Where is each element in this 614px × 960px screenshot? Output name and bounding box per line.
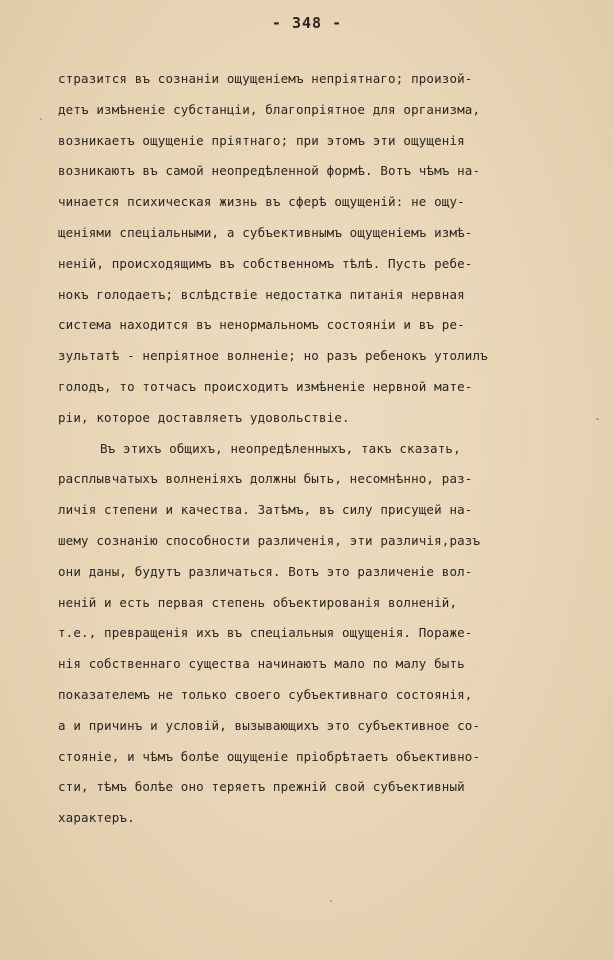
text-line: ріи, которое доставляетъ удовольствіе. xyxy=(58,409,350,425)
text-line: возникаетъ ощущеніе пріятнаго; при этомъ эти ощущенія xyxy=(58,132,465,148)
text-line: характеръ. xyxy=(58,810,135,826)
text-line: детъ измѣненіе субстанціи, благопріятное для организма, xyxy=(58,101,481,117)
text-line: сти, тѣмъ болѣе оно теряетъ прежній свой субъективный xyxy=(58,779,465,795)
text-line: зультатѣ - непріятное волненіе; но разъ ребенокъ утолилъ xyxy=(58,348,488,364)
body-text xyxy=(58,64,588,834)
paper-speck xyxy=(40,118,42,120)
text-line: нокъ голодаетъ; вслѣдствіе недостатка питанія нервная xyxy=(58,286,465,302)
text-line: Въ этихъ общихъ, неопредѣленныхъ, такъ сказать, xyxy=(100,440,461,456)
text-line: возникаютъ въ самой неопредѣленной формѣ. Вотъ чѣмъ на- xyxy=(58,163,481,179)
text-line: шему сознанію способности различенія, эти различія,разъ xyxy=(58,532,481,548)
paper-speck xyxy=(596,418,599,420)
text-line: неній, происходящимъ въ собственномъ тѣлѣ. Пусть ребе- xyxy=(58,255,473,271)
text-line: стояніе, и чѣмъ болѣе ощущеніе пріобрѣтаетъ объективно- xyxy=(58,748,481,764)
paragraph-2 xyxy=(58,434,588,834)
text-line: показателемъ не только своего субъективнаго состоянія, xyxy=(58,686,473,702)
paragraph-1 xyxy=(58,64,588,434)
paper-speck xyxy=(330,900,332,902)
text-line: т.е., превращенія ихъ въ спеціальныя ощущенія. Пораже- xyxy=(58,625,473,641)
page-number: - 348 - xyxy=(271,14,343,32)
text-line: система находится въ ненормальномъ состояніи и въ ре- xyxy=(58,317,465,333)
text-line: стразится въ сознаніи ощущеніемъ непріятнаго; произой- xyxy=(58,71,473,86)
text-line: а и причинъ и условій, вызывающихъ это субъективное со- xyxy=(58,717,481,733)
text-line: неній и есть первая степень объектированія волненій, xyxy=(58,594,458,610)
text-line: голодъ, то тотчасъ происходитъ измѣненіе нервной мате- xyxy=(58,378,473,394)
text-line: они даны, будутъ различаться. Вотъ это различеніе вол- xyxy=(58,563,473,579)
text-line: нія собственнаго существа начинаютъ мало по малу быть xyxy=(58,656,465,672)
text-line: личія степени и качества. Затѣмъ, въ силу присущей на- xyxy=(58,502,473,518)
text-line: расплывчатыхъ волненіяхъ должны быть, несомнѣнно, раз- xyxy=(58,471,473,487)
text-line: чинается психическая жизнь въ сферѣ ощущеній: не ощу- xyxy=(58,194,465,210)
text-line: щеніями спеціальными, а субъективнымъ ощущеніемъ измѣ- xyxy=(58,224,473,240)
